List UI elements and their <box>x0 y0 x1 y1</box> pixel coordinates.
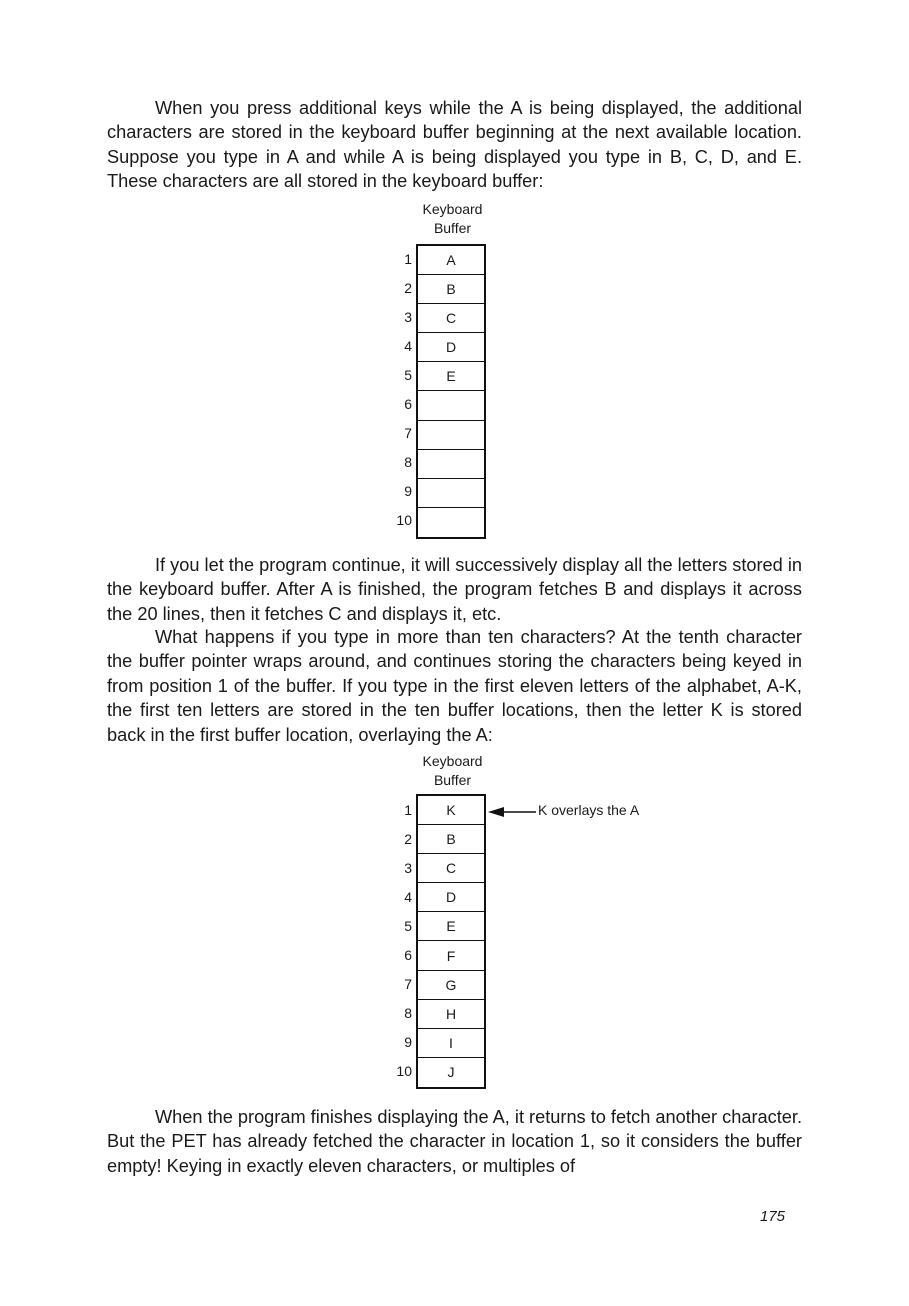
page-number: 175 <box>760 1208 786 1225</box>
keyboard-buffer-figure-1 <box>360 200 560 540</box>
buffer-index: 10 <box>396 1063 412 1079</box>
buffer-cell: H <box>418 1000 484 1029</box>
buffer-index: 6 <box>404 396 412 412</box>
buffer-index: 7 <box>404 425 412 441</box>
buffer-cell: C <box>418 304 484 333</box>
buffer-cell <box>418 508 484 537</box>
buffer-index: 10 <box>396 512 412 528</box>
paragraph-empty-buffer: When the program finishes displaying the A, it returns to fetch another character. But the PET has already fetched the character in location 1, so it considers the buffer empty! Keying in exactly eleven characters, or multiples of <box>107 1107 803 1176</box>
buffer-cell: D <box>418 883 484 912</box>
buffer-cell <box>418 391 484 420</box>
buffer-cell: C <box>418 854 484 883</box>
figure-title: Keyboard Buffer <box>422 753 483 788</box>
buffer-index: 8 <box>404 454 412 470</box>
buffer-cell: D <box>418 333 484 362</box>
overlay-annotation: K overlays the A <box>538 802 640 818</box>
buffer-index: 8 <box>404 1005 412 1021</box>
paragraph-intro: When you press additional keys while the A is being displayed, the additional characters are stored in the keyboard buffer beginning at the next available location. Suppose you type in A and while A is being displayed you type in B, C, D, and E. These characters are all stored in the keyboard buffer: <box>107 98 802 192</box>
buffer-index: 5 <box>404 918 412 934</box>
figure-title: Keyboard Buffer <box>422 201 483 236</box>
buffer-box <box>416 794 486 1089</box>
paragraph-continue: If you let the program continue, it will successively display all the letters stored in the keyboard buffer. After A is finished, the program fetches B and displays it across the 20 lines, then it fetches C and displays it, etc. <box>107 555 802 624</box>
buffer-index: 2 <box>404 280 412 296</box>
paragraph-wraparound: What happens if you type in more than ten characters? At the tenth character the buffer pointer wraps around, and continues storing the characters being keyed in from position 1 of the buffer. If you type in the first eleven letters of the alphabet, A-K, the first ten letters are stored in the ten buffer locations, then the letter K is stored back in the first buffer location, overlaying the A: <box>107 627 802 745</box>
buffer-cell: I <box>418 1029 484 1058</box>
buffer-index: 4 <box>404 338 412 354</box>
buffer-index: 3 <box>404 860 412 876</box>
buffer-cell: B <box>418 825 484 854</box>
keyboard-buffer-figure-2 <box>360 752 680 1092</box>
buffer-index: 2 <box>404 831 412 847</box>
buffer-index: 9 <box>404 483 412 499</box>
buffer-index: 1 <box>404 251 412 267</box>
buffer-cell <box>418 479 484 508</box>
buffer-cell: E <box>418 912 484 941</box>
buffer-cell: G <box>418 971 484 1000</box>
buffer-index: 3 <box>404 309 412 325</box>
buffer-cell: F <box>418 941 484 970</box>
buffer-index: 4 <box>404 889 412 905</box>
buffer-cell <box>418 450 484 479</box>
buffer-cell: A <box>418 246 484 275</box>
buffer-cell <box>418 421 484 450</box>
buffer-box <box>416 244 486 539</box>
buffer-index: 1 <box>404 802 412 818</box>
arrow-left-icon <box>488 804 538 820</box>
buffer-index: 9 <box>404 1034 412 1050</box>
buffer-cell: B <box>418 275 484 304</box>
buffer-cell: E <box>418 362 484 391</box>
buffer-index: 5 <box>404 367 412 383</box>
buffer-cell: J <box>447 1064 455 1081</box>
buffer-cell: K <box>418 796 484 825</box>
buffer-index: 6 <box>404 947 412 963</box>
buffer-index: 7 <box>404 976 412 992</box>
